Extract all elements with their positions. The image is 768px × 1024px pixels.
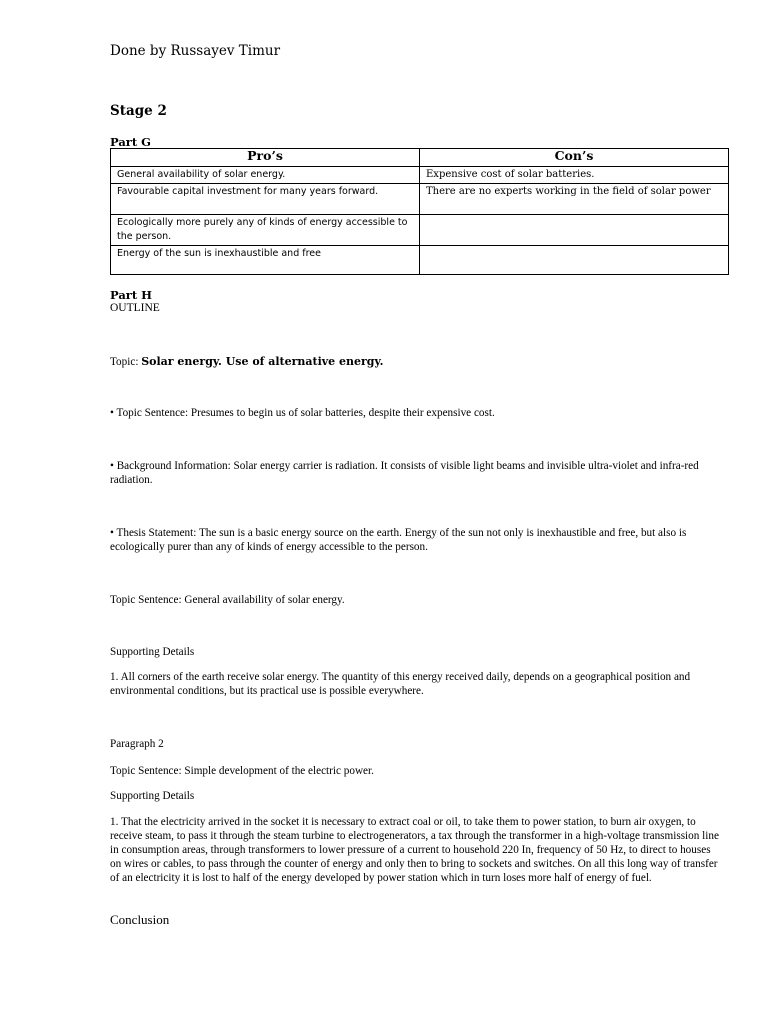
con-cell bbox=[420, 246, 729, 275]
cons-header: Con’s bbox=[420, 149, 729, 167]
pro-cell: Favourable capital investment for many years forward. bbox=[111, 184, 420, 215]
topic-sentence-2: Topic Sentence: General availability of solar energy. bbox=[110, 594, 345, 606]
detail-2: 1. That the electricity arrived in the socket it is necessary to extract coal or oil, to take them to power station, to burn air oxygen, to receive steam, to pass it through the steam turbine to electrogenerators, a tax through the transformer in a high-voltage transmission line in consumption areas, through transformers to lower pressure of a current to household 220 In, frequency of 50 Hz, to direct to houses on wires or cables, to pass through the counter of energy and only then to bring to sockets and switches. On all this long way of transfer of an electricity it is lost to half of the energy developed by power station which in turn loses more half of energy of fuel. bbox=[110, 816, 719, 884]
pros-cons-table bbox=[110, 148, 729, 275]
table-row bbox=[111, 167, 729, 184]
stage-heading: Stage 2 bbox=[110, 103, 167, 119]
pro-cell: General availability of solar energy. bbox=[111, 167, 420, 184]
part-g-heading: Part G bbox=[110, 135, 151, 149]
topic-sentence-1: • Topic Sentence: Presumes to begin us of solar batteries, despite their expensive cost. bbox=[110, 407, 495, 419]
pro-cell: Ecologically more purely any of kinds of energy accessible to the person. bbox=[111, 215, 420, 246]
part-h-heading: Part H bbox=[110, 288, 153, 302]
topic-value: Solar energy. Use of alternative energy. bbox=[141, 355, 384, 368]
paragraph-2-label: Paragraph 2 bbox=[110, 738, 164, 750]
pro-cell: Energy of the sun is inexhaustible and free bbox=[111, 246, 420, 275]
thesis-statement: • Thesis Statement: The sun is a basic energy source on the earth. Energy of the sun not only is inexhaustible and free, but also is ecologically purer than any of kinds of energy accessible to the person. bbox=[110, 527, 687, 553]
con-cell: Expensive cost of solar batteries. bbox=[420, 167, 729, 184]
pros-header: Pro’s bbox=[111, 149, 420, 167]
conclusion-heading: Conclusion bbox=[110, 912, 170, 927]
topic-sentence-3: Topic Sentence: Simple development of the electric power. bbox=[110, 765, 374, 777]
table-row bbox=[111, 215, 729, 246]
con-cell: There are no experts working in the field of solar power bbox=[420, 184, 729, 215]
outline-label: OUTLINE bbox=[110, 302, 160, 314]
detail-1: 1. All corners of the earth receive solar energy. The quantity of this energy received daily, depends on a geographical position and environmental conditions, but its practical use is possible everywhere. bbox=[110, 671, 691, 697]
supporting-details-1: Supporting Details bbox=[110, 646, 195, 658]
supporting-details-2: Supporting Details bbox=[110, 790, 195, 802]
con-cell bbox=[420, 215, 729, 246]
table-row bbox=[111, 184, 729, 215]
topic-label: Topic: bbox=[110, 356, 142, 368]
background-information: • Background Information: Solar energy carrier is radiation. It consists of visible light beams and invisible ultra-violet and infra-red radiation. bbox=[110, 460, 699, 486]
author-line: Done by Russayev Timur bbox=[110, 43, 281, 59]
table-row bbox=[111, 246, 729, 275]
topic-line bbox=[110, 355, 720, 369]
